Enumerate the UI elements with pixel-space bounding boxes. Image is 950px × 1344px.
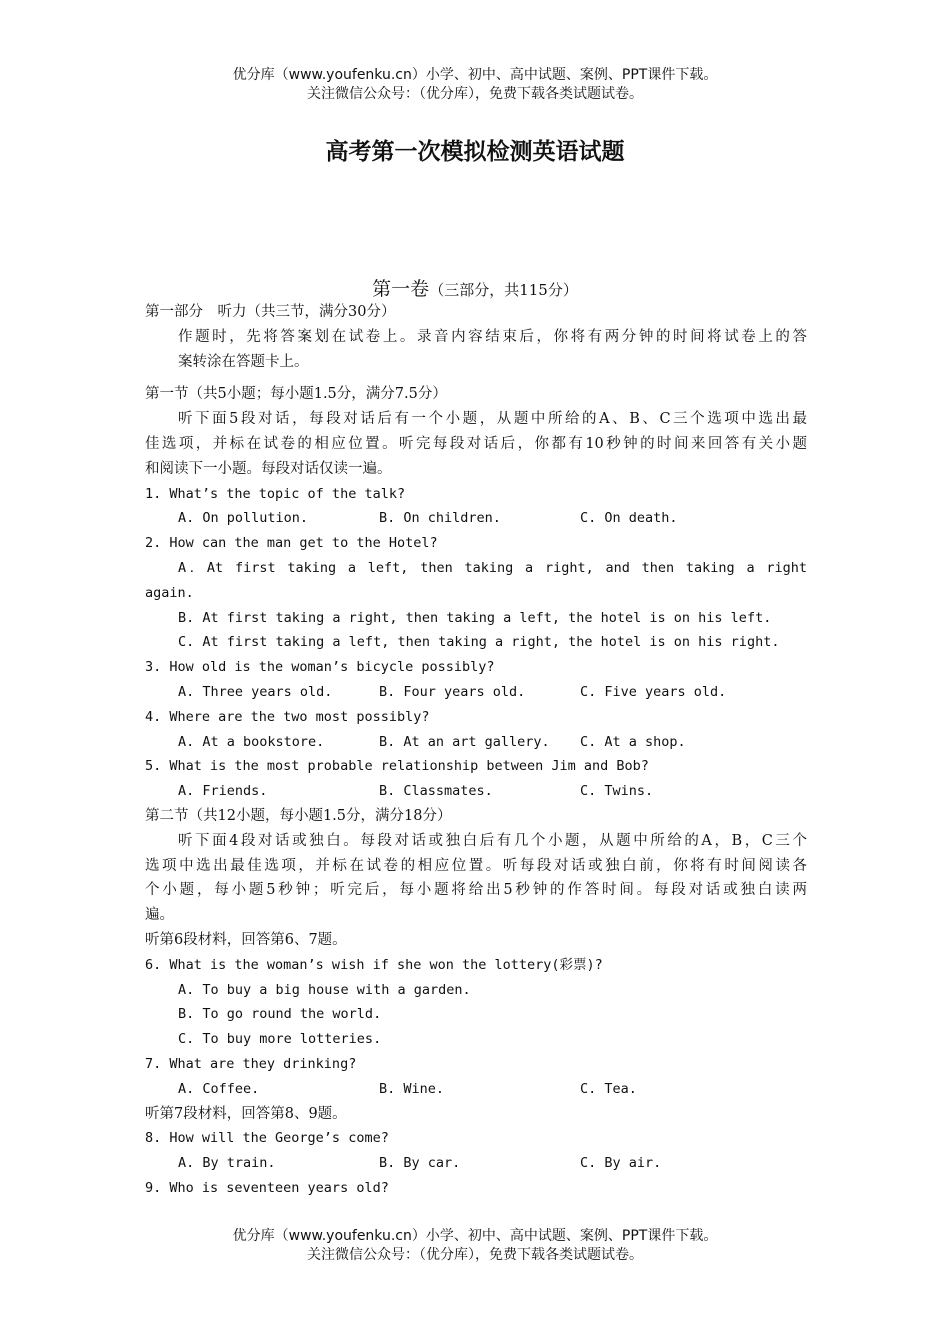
q7-stem: 7. What are they drinking? xyxy=(145,1055,357,1072)
q2-stem: 2. How can the man get to the Hotel? xyxy=(145,535,438,552)
q1-options xyxy=(145,506,807,531)
q1-option-c: C. On death. xyxy=(580,510,678,527)
q6-option-c: C. To buy more lotteries. xyxy=(178,1031,382,1048)
volume-note: （三部分，共115分） xyxy=(429,281,578,299)
q7-option-a: A. Coffee. xyxy=(178,1080,260,1097)
q8-options xyxy=(145,1151,807,1176)
q2-option-b: B. At first taking a right, then taking a left, the hotel is on his left. xyxy=(178,609,772,626)
q2-option-a-line-2: again. xyxy=(145,584,194,601)
q4-option-a: A. At a bookstore. xyxy=(178,733,325,750)
page-title: 高考第一次模拟检测英语试题 xyxy=(325,139,625,165)
q2-option-c: C. At first taking a left, then taking a right, the hotel is on his right. xyxy=(178,634,780,651)
section2-intro-1: 听下面4段对话或独白。每段对话或独白后有几个小题，从题中所给的A，B，C三个 xyxy=(178,832,807,849)
q4-options xyxy=(145,730,807,755)
page-header xyxy=(0,66,950,104)
header-line-1: 优分库（www.youfenku.cn）小学、初中、高中试题、案例、PPT课件下载。 xyxy=(232,67,718,83)
q5-options xyxy=(145,779,807,804)
q3-option-a: A. Three years old. xyxy=(178,683,333,700)
q8-option-b: B. By car. xyxy=(379,1155,461,1172)
q5-option-b: B. Classmates. xyxy=(379,783,493,800)
q8-stem: 8. How will the George’s come? xyxy=(145,1130,389,1147)
section2-heading: 第二节（共12小题，每小题1.5分，满分18分） xyxy=(145,807,452,824)
q3-option-c: C. Five years old. xyxy=(580,683,727,700)
q1-option-b: B. On children. xyxy=(379,510,501,527)
q7-option-c: C. Tea. xyxy=(580,1080,637,1097)
volume-main: 第一卷 xyxy=(372,278,430,300)
q7-options xyxy=(145,1077,807,1102)
section2-intro-2: 选项中选出最佳选项，并标在试卷的相应位置。听每段对话或独白前，你将有时间阅读各 xyxy=(145,857,807,874)
q4-option-c: C. At a shop. xyxy=(580,733,686,750)
volume-heading xyxy=(0,274,950,301)
part1-intro-2: 案转涂在答题卡上。 xyxy=(178,353,309,370)
q2-option-a-line-1: A．At first taking a left, then taking a right, and then taking a right xyxy=(178,559,807,576)
q5-option-c: C. Twins. xyxy=(580,783,654,800)
material-7-instruction: 听第7段材料，回答第8、9题。 xyxy=(145,1105,347,1122)
q4-option-b: B. At an art gallery. xyxy=(379,733,550,750)
q8-option-c: C. By air. xyxy=(580,1155,662,1172)
q6-option-b: B. To go round the world. xyxy=(178,1006,382,1023)
footer-line-1: 优分库（www.youfenku.cn）小学、初中、高中试题、案例、PPT课件下载。 xyxy=(232,1228,718,1244)
q5-option-a: A. Friends. xyxy=(178,783,268,800)
footer-line-2: 关注微信公众号：（优分库），免费下载各类试题试卷。 xyxy=(307,1247,643,1263)
q4-stem: 4. Where are the two most possibly? xyxy=(145,708,430,725)
exam-content xyxy=(145,300,807,1201)
section1-heading: 第一节（共5小题；每小题1.5分，满分7.5分） xyxy=(145,386,447,403)
part1-intro-1: 作题时，先将答案划在试卷上。录音内容结束后，你将有两分钟的时间将试卷上的答 xyxy=(178,328,807,345)
page-footer xyxy=(0,1227,950,1265)
q5-stem: 5. What is the most probable relationship between Jim and Bob? xyxy=(145,758,649,775)
q6-stem: 6. What is the woman’s wish if she won the lottery(彩票)? xyxy=(145,956,603,973)
q3-options xyxy=(145,680,807,705)
section1-intro-2: 佳选项，并标在试卷的相应位置。听完每段对话后，你都有10秒钟的时间来回答有关小题 xyxy=(145,435,807,452)
q1-option-a: A. On pollution. xyxy=(178,510,309,527)
q9-stem: 9. Who is seventeen years old? xyxy=(145,1179,389,1196)
q3-stem: 3. How old is the woman’s bicycle possibly? xyxy=(145,659,495,676)
q6-option-a: A. To buy a big house with a garden. xyxy=(178,981,471,998)
part1-heading: 第一部分 听力（共三节，满分30分） xyxy=(145,304,396,320)
q8-option-a: A. By train. xyxy=(178,1155,276,1172)
section2-intro-3: 个小题，每小题5秒钟；听完后，每小题将给出5秒钟的作答时间。每段对话或独白读两 xyxy=(145,882,807,899)
section1-intro-1: 听下面5段对话，每段对话后有一个小题，从题中所给的A、B、C三个选项中选出最 xyxy=(178,411,807,428)
material-6-instruction: 听第6段材料，回答第6、7题。 xyxy=(145,931,347,948)
q1-stem: 1. What’s the topic of the talk? xyxy=(145,485,406,502)
q3-option-b: B. Four years old. xyxy=(379,683,526,700)
section1-intro-3: 和阅读下一小题。每段对话仅读一遍。 xyxy=(145,460,392,477)
q7-option-b: B. Wine. xyxy=(379,1080,445,1097)
header-line-2: 关注微信公众号：（优分库），免费下载各类试题试卷。 xyxy=(307,86,643,102)
section2-intro-4: 遍。 xyxy=(145,907,174,924)
